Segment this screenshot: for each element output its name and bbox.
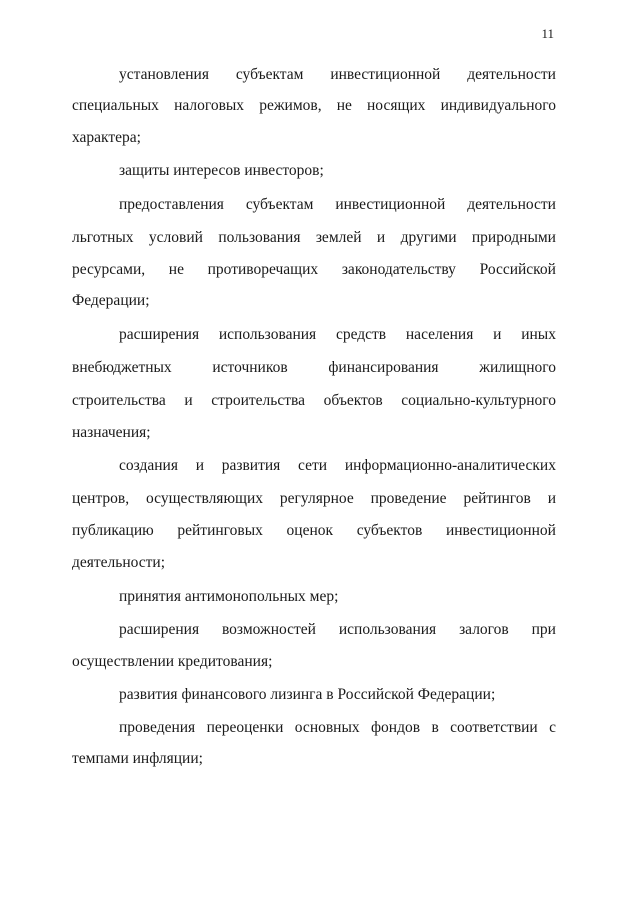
word: информационно-аналитических bbox=[344, 457, 556, 474]
text-line bbox=[72, 260, 556, 280]
word: землей bbox=[315, 229, 362, 246]
word: расширения bbox=[119, 621, 200, 638]
word: соответствии bbox=[450, 719, 538, 736]
word: субъектов bbox=[356, 522, 423, 539]
word: публикацию bbox=[72, 522, 154, 539]
word: при bbox=[531, 621, 556, 638]
word: использования bbox=[338, 621, 437, 638]
word: финансирования bbox=[328, 359, 439, 376]
word: фондов bbox=[371, 719, 421, 736]
text-line bbox=[72, 96, 556, 116]
word: использования bbox=[218, 326, 317, 343]
text-line: назначения; bbox=[72, 424, 151, 441]
text-line bbox=[119, 325, 556, 345]
word: и bbox=[184, 392, 193, 409]
text-line: развития финансового лизинга в Российской Федерации; bbox=[119, 686, 496, 703]
word: носящих bbox=[367, 97, 426, 114]
text-line: принятия антимонопольных мер; bbox=[119, 588, 339, 605]
text-line bbox=[119, 718, 556, 738]
word: социально-культурного bbox=[401, 392, 556, 409]
word: субъектам bbox=[235, 66, 304, 83]
word: центров, bbox=[72, 490, 130, 507]
text-line bbox=[119, 65, 556, 85]
word: пользования bbox=[218, 229, 301, 246]
word: жилищного bbox=[479, 359, 556, 376]
word: установления bbox=[119, 66, 209, 83]
text-line: защиты интересов инвесторов; bbox=[119, 162, 324, 179]
word: осуществляющих bbox=[146, 490, 264, 507]
word: средств bbox=[335, 326, 387, 343]
word: строительства bbox=[211, 392, 305, 409]
word: расширения bbox=[119, 326, 200, 343]
word: природными bbox=[471, 229, 556, 246]
word: проведения bbox=[119, 719, 196, 736]
word: ресурсами, bbox=[72, 261, 146, 278]
word: индивидуального bbox=[440, 97, 556, 114]
text-line bbox=[119, 456, 556, 476]
word: не bbox=[168, 261, 184, 278]
text-line bbox=[119, 195, 556, 215]
word: основных bbox=[294, 719, 360, 736]
word: иных bbox=[521, 326, 556, 343]
text-line: осуществлении кредитования; bbox=[72, 653, 273, 670]
word: Российской bbox=[479, 261, 556, 278]
page-number: 11 bbox=[541, 26, 554, 41]
word: проведение bbox=[370, 490, 447, 507]
word: инвестиционной bbox=[330, 66, 441, 83]
text-line bbox=[72, 228, 556, 248]
word: деятельности bbox=[467, 196, 556, 213]
word: и bbox=[376, 229, 386, 246]
text-line bbox=[72, 521, 556, 541]
word: режимов, bbox=[259, 97, 322, 114]
word: условий bbox=[148, 229, 203, 246]
word: предоставления bbox=[119, 196, 224, 213]
word: и bbox=[195, 457, 204, 474]
word: сети bbox=[298, 457, 328, 474]
word: не bbox=[336, 97, 352, 114]
word: инвестиционной bbox=[335, 196, 446, 213]
word: и bbox=[493, 326, 502, 343]
word: налоговых bbox=[174, 97, 245, 114]
word: внебюджетных bbox=[72, 359, 172, 376]
word: субъектам bbox=[245, 196, 314, 213]
word: рейтинговых bbox=[177, 522, 263, 539]
word: и bbox=[547, 490, 556, 507]
word: регулярное bbox=[279, 490, 354, 507]
word: строительства bbox=[72, 392, 166, 409]
text-line bbox=[72, 391, 556, 411]
word: льготных bbox=[72, 229, 134, 246]
text-line bbox=[72, 489, 556, 509]
word: инвестиционной bbox=[445, 522, 556, 539]
text-line bbox=[119, 620, 556, 640]
word: залогов bbox=[459, 621, 509, 638]
word: другими bbox=[400, 229, 457, 246]
word: рейтингов bbox=[463, 490, 531, 507]
word: в bbox=[431, 719, 439, 736]
text-line: характера; bbox=[72, 129, 141, 146]
text-line: темпами инфляции; bbox=[72, 750, 203, 767]
text-line bbox=[72, 358, 556, 378]
word: создания bbox=[119, 457, 178, 474]
word: населения bbox=[405, 326, 474, 343]
word: объектов bbox=[323, 392, 383, 409]
word: с bbox=[549, 719, 556, 736]
word: деятельности bbox=[467, 66, 556, 83]
text-line: деятельности; bbox=[72, 554, 166, 571]
text-line: Федерации; bbox=[72, 292, 150, 309]
word: специальных bbox=[72, 97, 159, 114]
word: переоценки bbox=[206, 719, 284, 736]
word: возможностей bbox=[221, 621, 316, 638]
word: источников bbox=[212, 359, 288, 376]
word: законодательству bbox=[341, 261, 456, 278]
word: оценок bbox=[286, 522, 334, 539]
word: развития bbox=[221, 457, 281, 474]
word: противоречащих bbox=[207, 261, 319, 278]
